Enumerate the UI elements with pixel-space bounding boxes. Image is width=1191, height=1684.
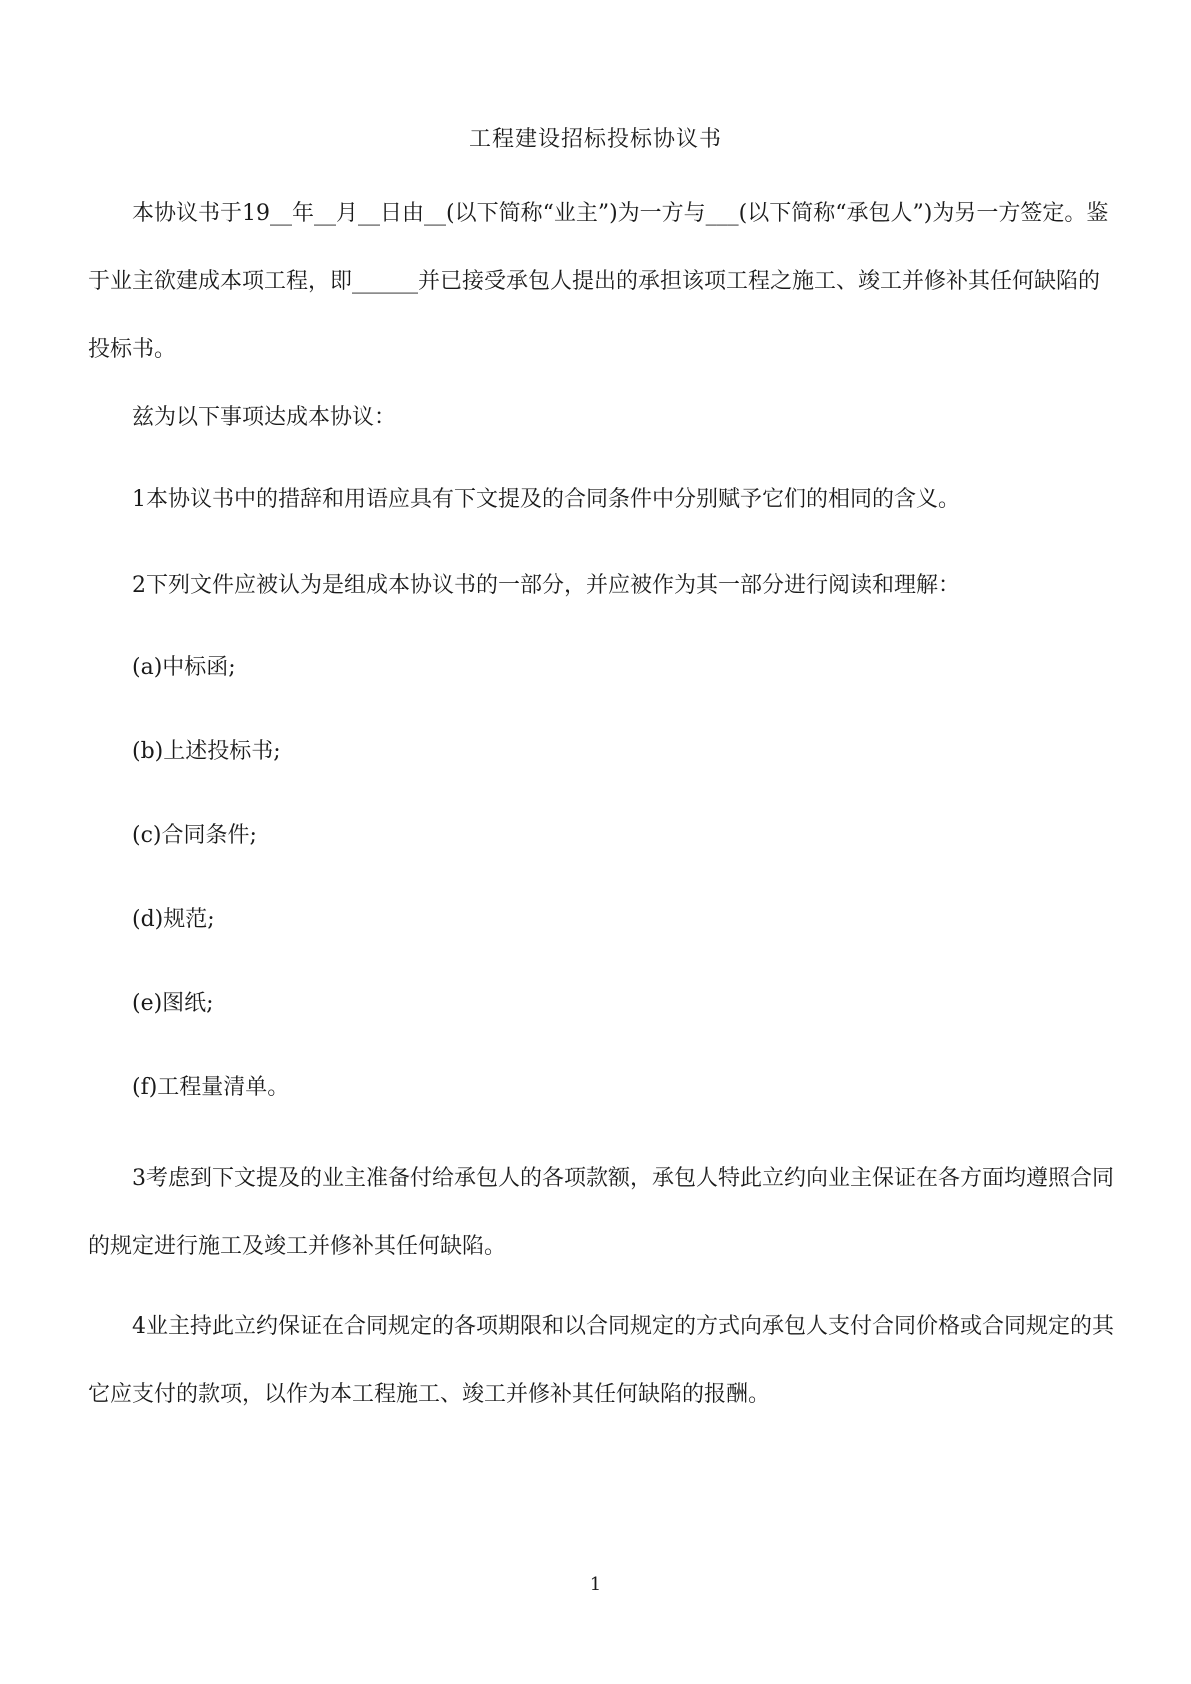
list-item-a: (a)中标函; (132, 655, 236, 680)
clause-4: 4业主持此立约保证在合同规定的各项期限和以合同规定的方式向承包人支付合同价格或合同规定的其它应支付的款项，以作为本工程施工、竣工并修补其任何缺陷的报酬。 (88, 1314, 1115, 1407)
clause-3: 3考虑到下文提及的业主准备付给承包人的各项款额，承包人特此立约向业主保证在各方面均遵照合同的规定进行施工及竣工并修补其任何缺陷。 (88, 1166, 1115, 1259)
list-item-f: (f)工程量清单。 (132, 1075, 290, 1100)
document-title: 工程建设招标投标协议书 (468, 127, 722, 152)
list-item-c: (c)合同条件; (132, 823, 257, 848)
clause-1: 1本协议书中的措辞和用语应具有下文提及的合同条件中分别赋予它们的相同的含义。 (132, 487, 960, 512)
clause-2: 2下列文件应被认为是组成本协议书的一部分，并应被作为其一部分进行阅读和理解： (132, 573, 960, 598)
list-item-d: (d)规范; (132, 907, 215, 932)
list-item-b: (b)上述投标书; (132, 739, 281, 764)
intro-paragraph: 本协议书于19__年__月__日由__(以下简称“业主”)为一方与___(以下简称“承包人”)为另一方签定。鉴于业主欲建成本项工程，即______并已接受承包人提出的承担该项工程之施工、竣工并修补其任何缺陷的投标书。 (88, 201, 1109, 362)
page-number: 1 (589, 1574, 602, 1595)
agreement-lead: 兹为以下事项达成本协议： (132, 405, 397, 430)
list-item-e: (e)图纸; (132, 991, 214, 1016)
